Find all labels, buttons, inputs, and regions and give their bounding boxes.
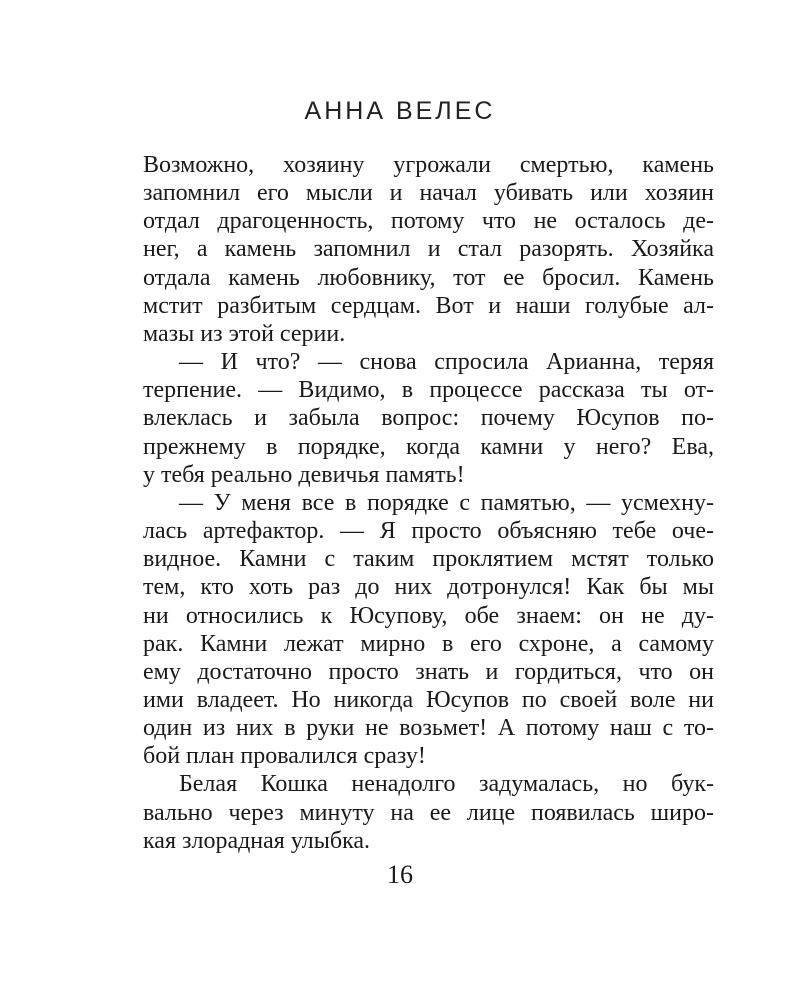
text-line: ни относились к Юсупову, обе знаем: он не ду- <box>143 602 714 629</box>
text-line: отдала камень любовнику, тот ее бросил. Камень <box>143 264 714 291</box>
page-number: 16 <box>387 860 413 889</box>
text-line: — И что? — снова спросила Арианна, теряя <box>179 349 714 376</box>
body-text <box>143 151 714 855</box>
text-line: запомнил его мысли и начал убивать или хозяин <box>143 180 714 207</box>
text-line: нег, а камень запомнил и стал разорять. Хозяйка <box>143 236 714 263</box>
text-line: мстит разбитым сердцам. Вот и наши голубые ал- <box>143 292 714 319</box>
text-line: ими владеет. Но никогда Юсупов по своей воле ни <box>143 686 714 713</box>
text-line: мазы из этой серии. <box>143 320 346 347</box>
text-line: влеклась и забыла вопрос: почему Юсупов по- <box>143 405 714 432</box>
text-line: Возможно, хозяину угрожали смертью, камень <box>143 152 714 178</box>
text-line: видное. Камни с таким проклятием мстят только <box>143 546 714 573</box>
text-line: ему достаточно просто знать и гордиться, что он <box>143 658 714 685</box>
text-line: у тебя реально девичья память! <box>143 461 465 488</box>
text-line: лась артефактор. — Я просто объясняю тебе оче- <box>143 518 714 545</box>
text-line: прежнему в порядке, когда камни у него? Ева, <box>143 433 714 460</box>
text-line: кая злорадная улыбка. <box>143 827 371 854</box>
running-head-author: АННА ВЕЛЕС <box>304 97 496 125</box>
text-line: терпение. — Видимо, в процессе рассказа ты от- <box>143 377 714 404</box>
text-line: Белая Кошка ненадолго задумалась, но бук- <box>179 771 714 798</box>
text-line: — У меня все в порядке с памятью, — усмехну- <box>179 489 714 516</box>
text-line: один из них в руки не возьмет! А потому наш с то- <box>143 715 714 742</box>
text-line: отдал драгоценность, потому что не осталось де- <box>143 208 714 235</box>
text-line: вально через минуту на ее лице появилась широ- <box>143 799 714 826</box>
text-line: рак. Камни лежат мирно в его схроне, а самому <box>143 630 714 657</box>
text-line: тем, кто хоть раз до них дотронулся! Как бы мы <box>143 574 714 601</box>
text-line: бой план провалился сразу! <box>143 743 426 770</box>
